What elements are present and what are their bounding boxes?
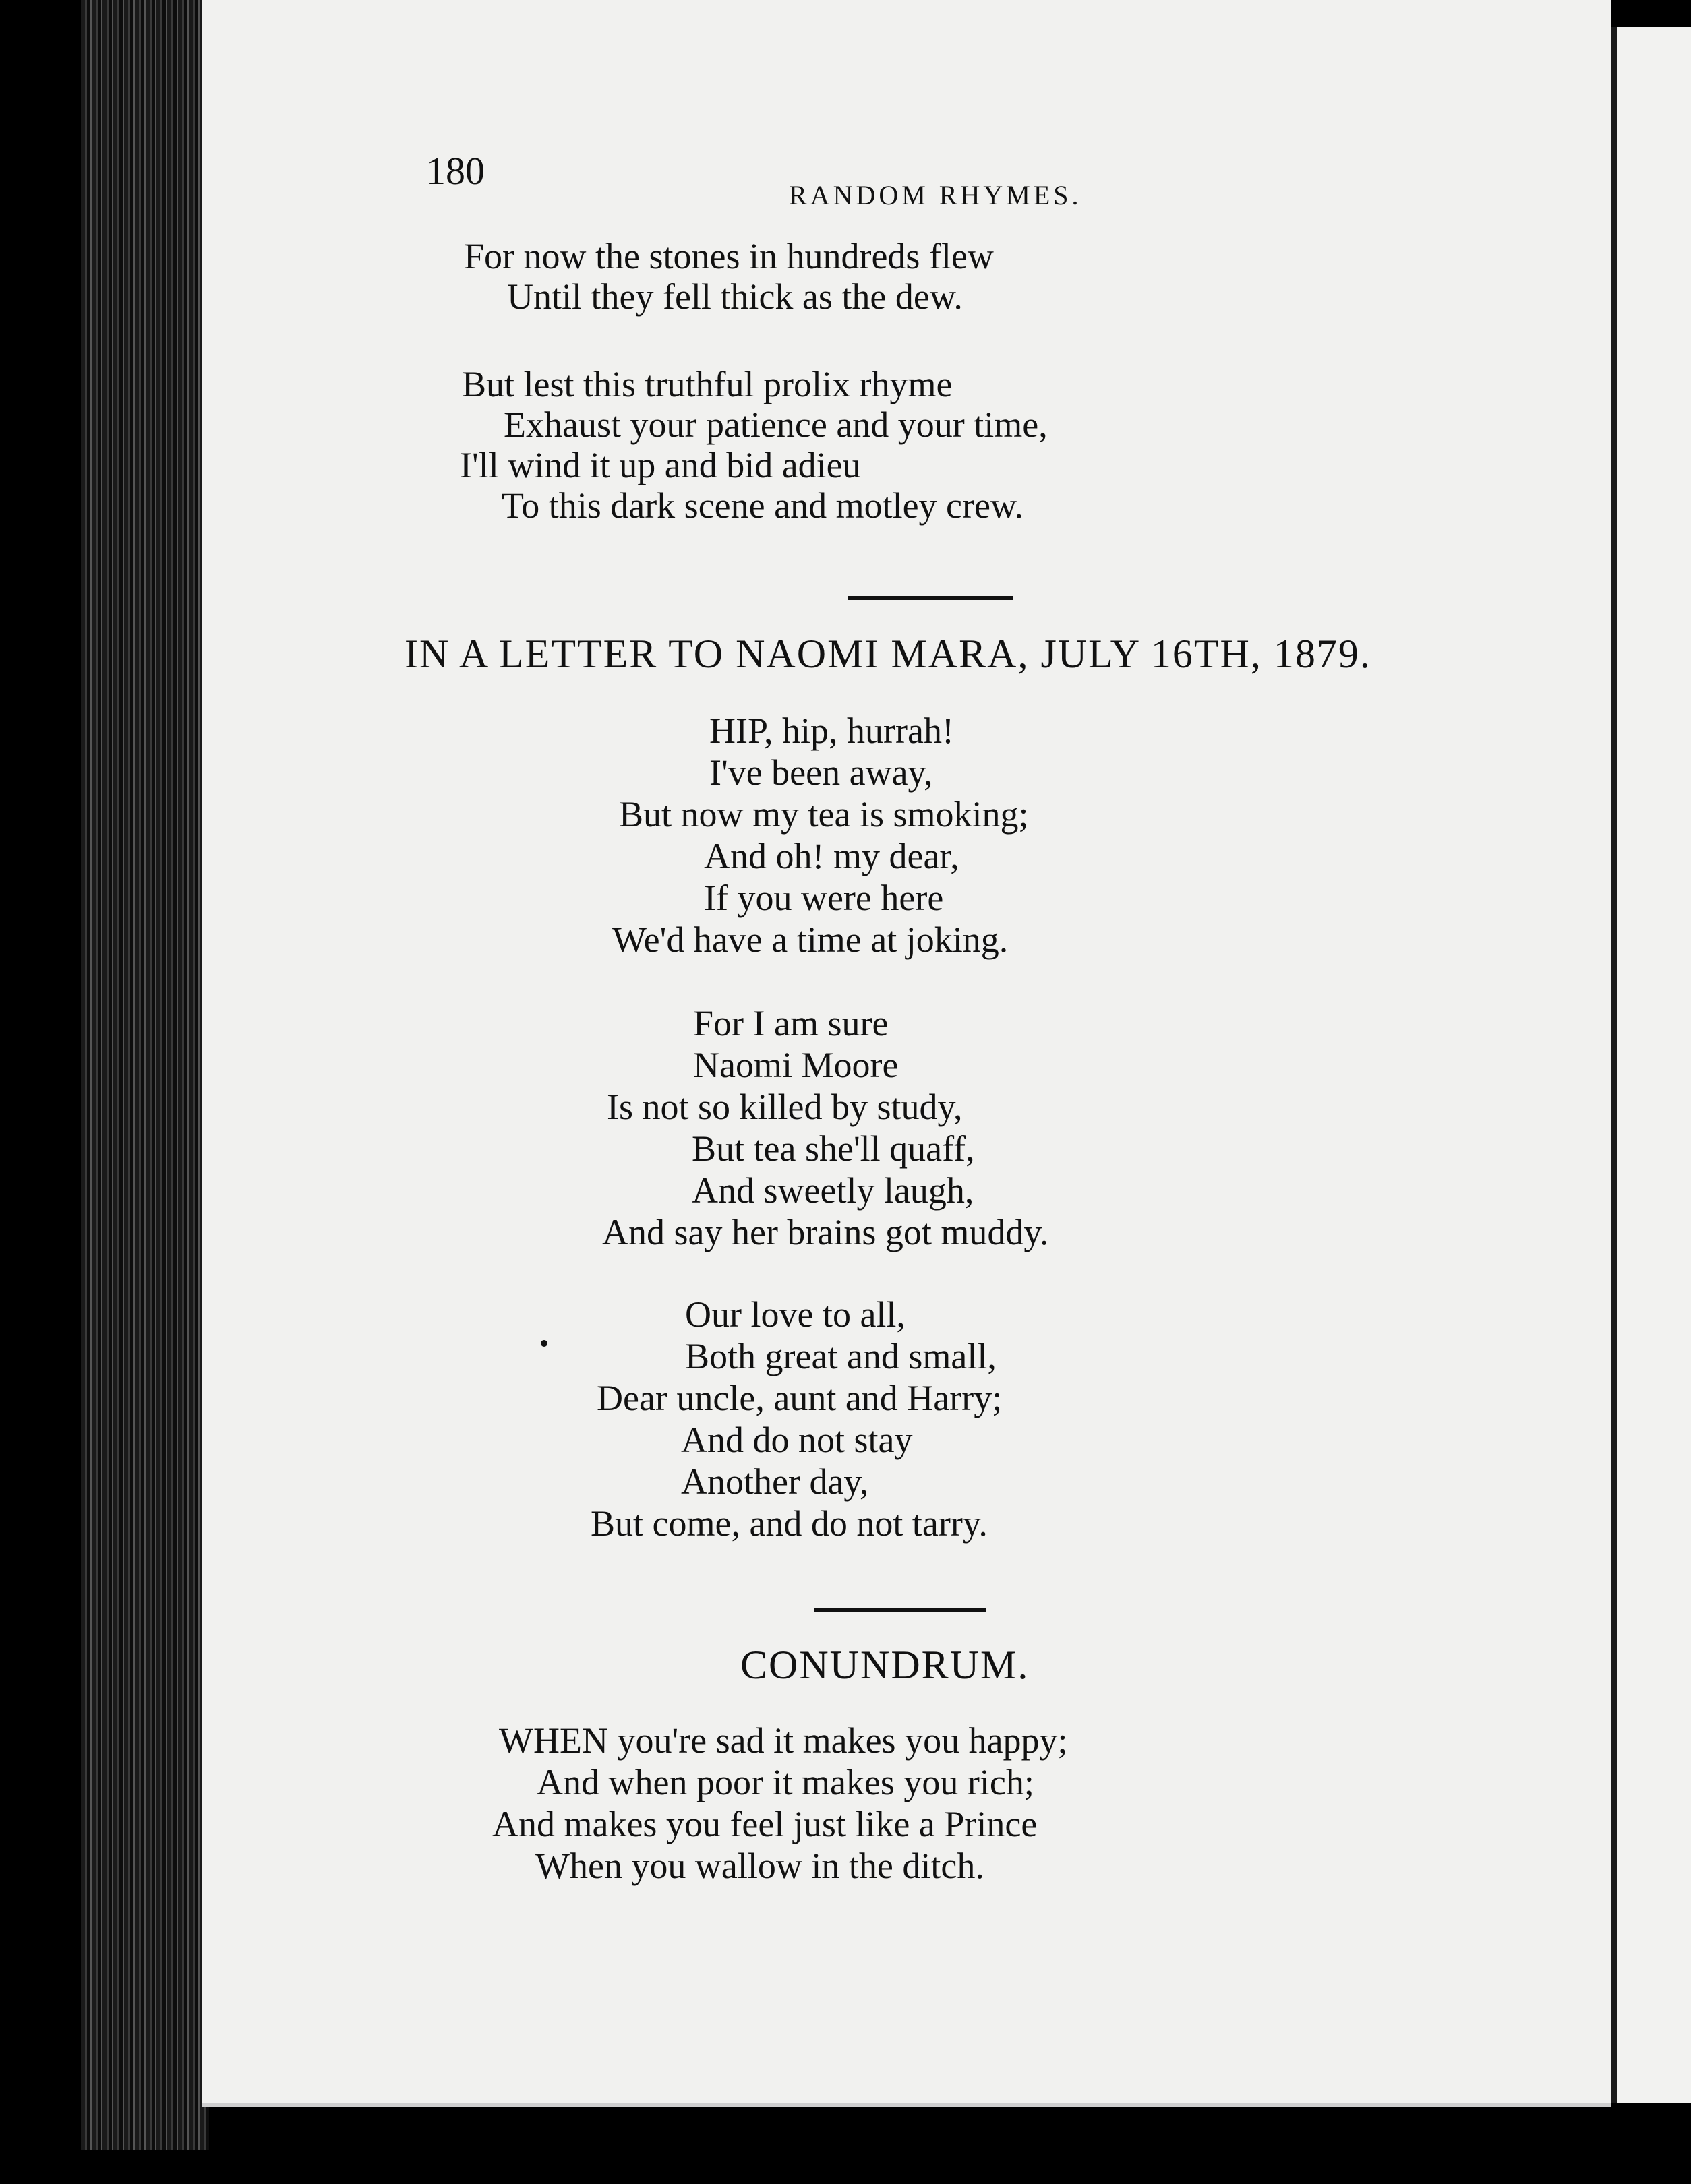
verse-line: When you wallow in the ditch. [535,1846,984,1886]
poem-title-conundrum: CONUNDRUM. [740,1643,1030,1687]
verse-line: And do not stay [681,1420,913,1460]
verse-line: But come, and do not tarry. [591,1503,988,1544]
verse-line: To this dark scene and motley crew. [502,485,1023,526]
section-divider [848,596,1013,600]
verse-line: WHEN you're sad it makes you happy; [499,1720,1068,1761]
running-title: RANDOM RHYMES. [789,180,1082,210]
section-divider [814,1608,986,1612]
facing-page-edge [1611,27,1691,2103]
verse-line: But lest this truthful prolix rhyme [462,364,953,404]
verse-line: And say her brains got muddy. [602,1212,1049,1252]
verse-line: HIP, hip, hurrah! [709,710,954,751]
ink-speck [541,1340,547,1347]
poem-title-letter: IN A LETTER TO NAOMI MARA, JULY 16TH, 1879. [405,632,1371,676]
page-edges [81,0,209,2150]
verse-line: But now my tea is smoking; [619,794,1029,835]
verse-line: Until they fell thick as the dew. [507,276,963,317]
verse-line: For now the stones in hundreds flew [464,236,994,276]
verse-line: And sweetly laugh, [692,1170,974,1211]
verse-line: Our love to all, [685,1294,906,1335]
verse-line: Is not so killed by study, [607,1087,963,1127]
verse-line: Another day, [681,1461,869,1502]
verse-line: If you were here [704,878,944,918]
verse-line: But tea she'll quaff, [692,1128,975,1169]
verse-line: And oh! my dear, [704,836,959,876]
verse-line: I'll wind it up and bid adieu [460,445,861,485]
verse-line: And makes you feel just like a Prince [492,1804,1038,1844]
page-number: 180 [426,149,485,193]
verse-line: We'd have a time at joking. [612,919,1009,960]
verse-line: Dear uncle, aunt and Harry; [597,1378,1003,1418]
book-binding-shadow [0,0,81,2184]
book-page [202,0,1611,2107]
verse-line: And when poor it makes you rich; [537,1762,1034,1802]
verse-line: Exhaust your patience and your time, [504,404,1048,445]
verse-line: Naomi Moore [693,1045,899,1085]
verse-line: I've been away, [709,752,933,793]
verse-line: For I am sure [693,1003,889,1043]
verse-line: Both great and small, [685,1336,997,1376]
